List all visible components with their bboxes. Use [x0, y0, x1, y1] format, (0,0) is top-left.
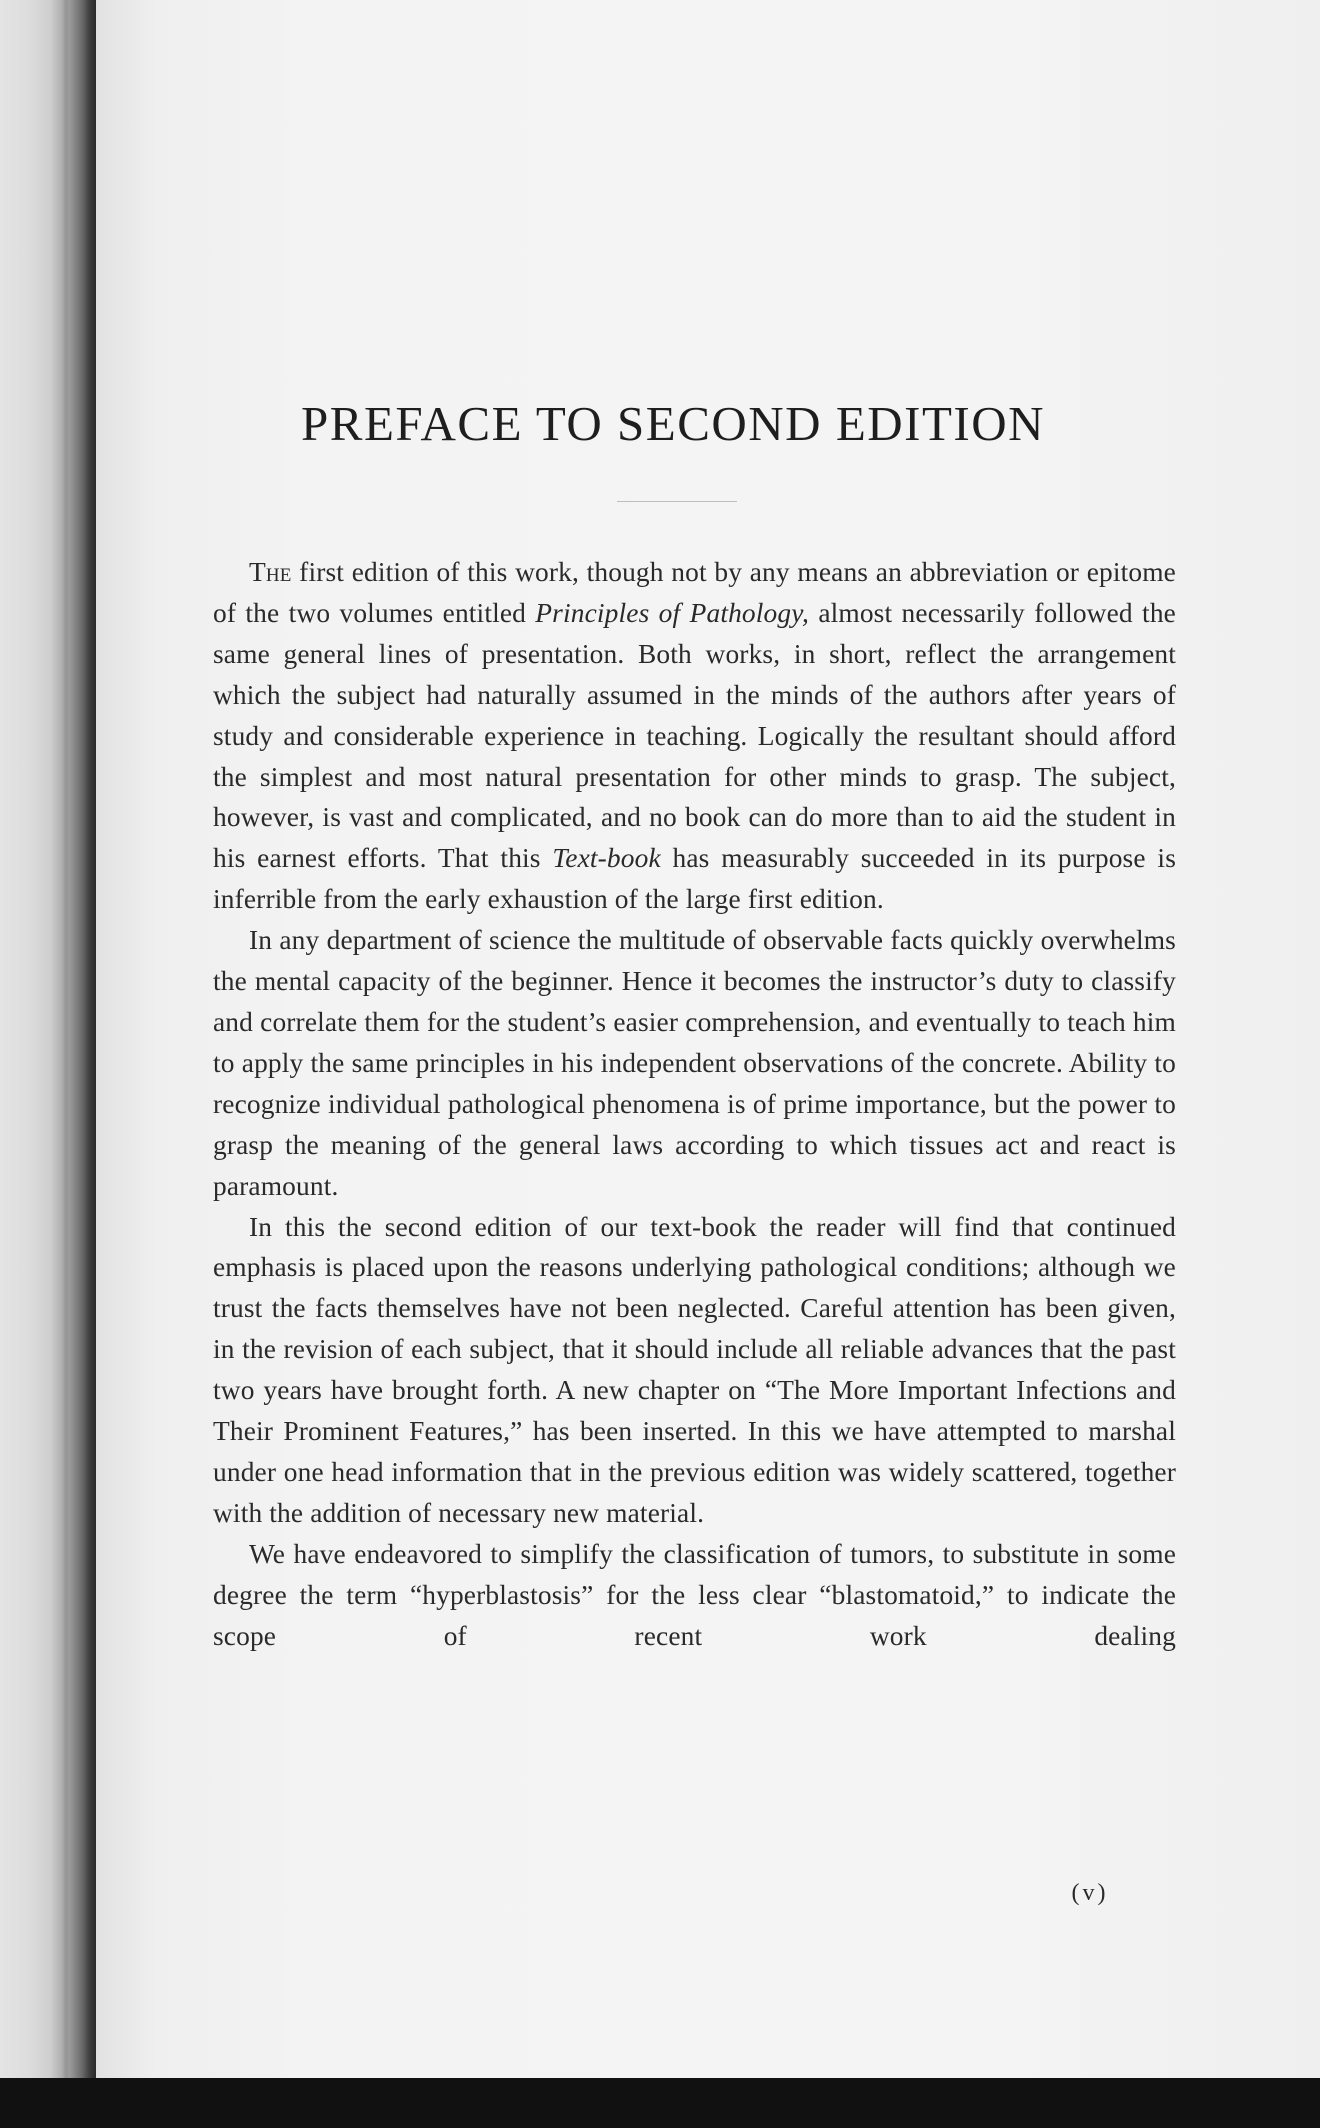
- paragraph-1: [213, 552, 1176, 920]
- book-spine-shadow: [0, 0, 96, 2128]
- paragraph-3-text: In this the second edition of our text-book the reader will find that continued emphasis is placed upon the reasons underlying pathological conditions; although we trust the facts themselves have not been neglected. Careful attention has been given, in the revision of each subject, that it should include all reliable advances that the past two years have brought forth. A new chapter on “The More Important Infections and Their Prominent Features,” has been inserted. In this we have attempted to marshal under one head information that in the previous edition was widely scattered, together with the addition of necessary new material.: [213, 1211, 1176, 1528]
- book-title-principles-of-pathology: Principles of Pathology,: [535, 597, 810, 628]
- paragraph-3: [213, 1207, 1176, 1534]
- scan-bottom-border: [0, 2078, 1320, 2128]
- paragraph-2: [213, 920, 1176, 1206]
- page-number: (v): [1071, 1880, 1109, 1906]
- paragraph-1-lead-word: The: [249, 557, 292, 587]
- preface-body: [213, 552, 1176, 1656]
- paragraph-1-text-b: almost necessarily followed the same general lines of presentation. Both works, in short, reflect the arrangement which the subject had naturally assumed in the minds of the authors after years of study and considerable experience in teaching. Logically the resultant should afford the simplest and most natural presentation for other minds to grasp. The subject, however, is vast and complicated, and no book can do more than to aid the student in his earnest efforts. That this: [213, 597, 1176, 874]
- title-divider-rule: [617, 501, 737, 502]
- spine-fold-line: [62, 0, 70, 2128]
- paragraph-4: [213, 1534, 1176, 1657]
- page-title: PREFACE TO SECOND EDITION: [301, 396, 1045, 451]
- book-title-text-book: Text-book: [552, 843, 661, 874]
- paragraph-1-text-a: first edition of this work, though not by any means an abbreviation or epitome of the two volumes entitled: [213, 557, 1176, 628]
- paragraph-1-text-c: has measurably succeeded in its purpose is inferrible from the early exhaustion of the large first edition.: [213, 843, 1176, 915]
- paragraph-2-text: In any department of science the multitude of observable facts quickly overwhelms the mental capacity of the beginner. Hence it becomes the instructor’s duty to classify and correlate them for the student’s easier comprehension, and eventually to teach him to apply the same principles in his independent observations of the concrete. Ability to recognize individual pathological phenomena is of prime importance, but the power to grasp the meaning of the general laws according to which tissues act and react is paramount.: [213, 925, 1176, 1201]
- paragraph-4-text: We have endeavored to simplify the classification of tumors, to substitute in some degree the term “hyperblastosis” for the less clear “blastomatoid,” to indicate the scope of recent work dealing: [213, 1538, 1176, 1651]
